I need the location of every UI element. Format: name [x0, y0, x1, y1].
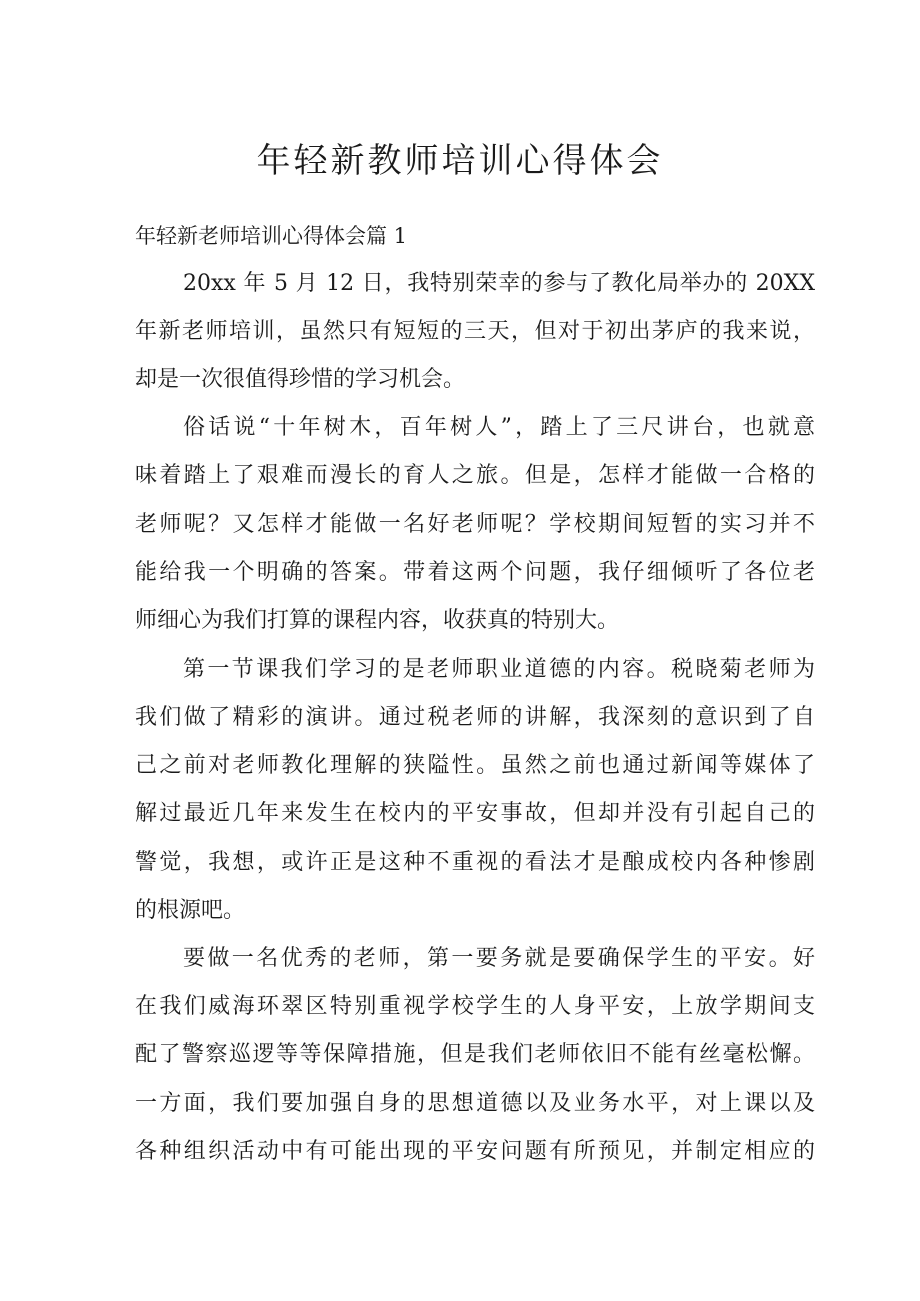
paragraph-4-line: 在我们威海环翠区特别重视学校学生的人身平安，上放学期间支 — [135, 994, 815, 1019]
section-heading: 年轻新老师培训心得体会篇 1 — [135, 224, 408, 248]
paragraph-1-line: 却是一次很值得珍惜的学习机会。 — [135, 367, 466, 392]
paragraph-3-line: 己之前对老师教化理解的狭隘性。虽然之前也通过新闻等媒体了 — [135, 753, 815, 778]
paragraph-4-line: 一方面，我们要加强自身的思想道德以及业务水平，对上课以及 — [135, 1091, 815, 1116]
paragraph-2-line: 能给我一个明确的答案。带着这两个问题，我仔细倾听了各位老 — [135, 560, 815, 585]
paragraph-2-line: 味着踏上了艰难而漫长的育人之旅。但是，怎样才能做一合格的 — [135, 463, 815, 488]
paragraph-3-line: 警觉，我想，或许正是这种不重视的看法才是酿成校内各种惨剧 — [135, 850, 815, 875]
paragraph-3-line: 第一节课我们学习的是老师职业道德的内容。税晓菊老师为 — [183, 657, 815, 682]
paragraph-1-line: 20xx 年 5 月 12 日，我特别荣幸的参与了教化局举办的 20XX — [183, 271, 815, 296]
paragraph-3-line: 我们做了精彩的演讲。通过税老师的讲解，我深刻的意识到了自 — [135, 705, 815, 730]
paragraph-4-line: 配了警察巡逻等等保障措施，但是我们老师依旧不能有丝毫松懈。 — [135, 1042, 815, 1067]
paragraph-4-line: 要做一名优秀的老师，第一要务就是要确保学生的平安。好 — [183, 946, 815, 971]
paragraph-3-line: 的根源吧。 — [135, 898, 246, 923]
paragraph-2-line: 老师呢？又怎样才能做一名好老师呢？学校期间短暂的实习并不 — [135, 512, 815, 537]
paragraph-3-line: 解过最近几年来发生在校内的平安事故，但却并没有引起自己的 — [135, 801, 815, 826]
paragraph-2-line: 俗话说“十年树木，百年树人”，踏上了三尺讲台，也就意 — [183, 415, 815, 440]
paragraph-1-line: 年新老师培训，虽然只有短短的三天，但对于初出茅庐的我来说， — [135, 319, 815, 344]
paragraph-4-line: 各种组织活动中有可能出现的平安问题有所预见，并制定相应的 — [135, 1139, 815, 1164]
paragraph-2-line: 师细心为我们打算的课程内容，收获真的特别大。 — [135, 608, 620, 633]
document-title: 年轻新教师培训心得体会 — [256, 141, 664, 181]
